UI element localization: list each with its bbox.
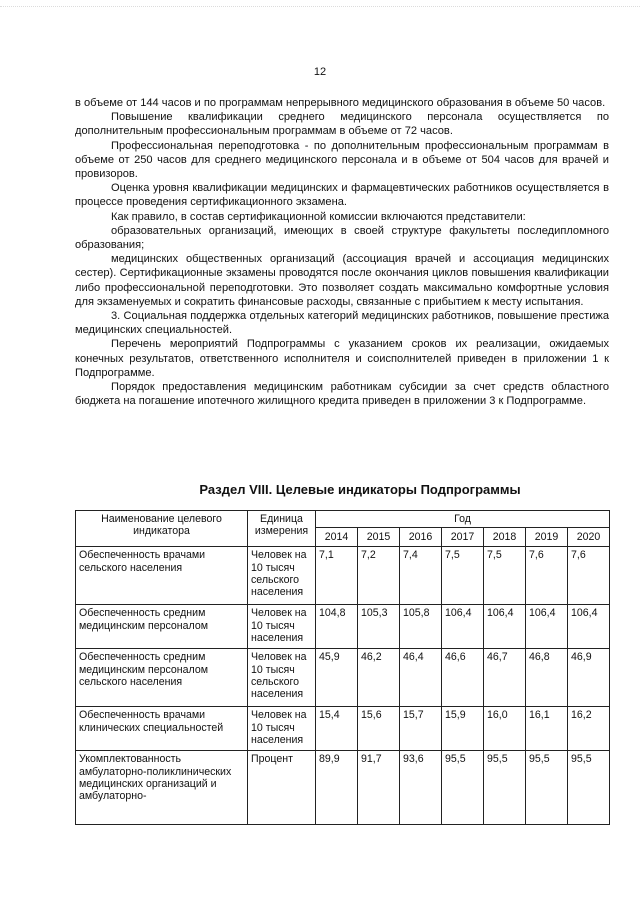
year-cell: 2019 — [526, 528, 568, 547]
paragraph: Порядок предоставления медицинским работникам субсидии за счет средств областного бюджета на погашение ипотечного жилищного кредита приведен в приложении 3 к Подпрограмме. — [75, 381, 609, 408]
indicator-unit: Человек на 10 тысяч сельского населения — [248, 649, 316, 707]
year-cell: 2015 — [358, 528, 400, 547]
indicator-value: 7,1 — [316, 547, 358, 605]
paragraph: в объеме от 144 часов и по программам непрерывного медицинского образования в объеме 50 часов. — [75, 97, 606, 109]
body-text — [75, 96, 609, 408]
year-cell: 2018 — [484, 528, 526, 547]
indicator-value: 15,4 — [316, 707, 358, 751]
indicator-value: 16,1 — [526, 707, 568, 751]
table-row — [76, 649, 610, 707]
indicator-value: 15,9 — [442, 707, 484, 751]
indicator-name: Обеспеченность средним медицинским персоналом сельского населения — [76, 649, 248, 707]
year-cell: 2017 — [442, 528, 484, 547]
indicator-name: Укомплектованность амбулаторно-поликлинических медицинских организаций и амбулаторно- — [76, 751, 248, 825]
indicator-unit: Человек на 10 тысяч населения — [248, 707, 316, 751]
paragraph: медицинских общественных организаций (ассоциация врачей и ассоциация медицинских сестер). Сертификационные экзамены проводятся после окончания циклов повышения квалификации либо профессиональной переподготовки. Это позволяет создать максимально комфортные условия для экзаменуемых и сократить финансовые расходы, связанные с прибытием к месту испытания. — [75, 253, 609, 308]
paragraph: 3. Социальная поддержка отдельных категорий медицинских работников, повышение престижа медицинских специальностей. — [75, 310, 609, 337]
indicator-value: 16,0 — [484, 707, 526, 751]
paragraph: Как правило, в состав сертификационной комиссии включаются представители: — [111, 210, 526, 223]
indicator-value: 95,5 — [442, 751, 484, 825]
paragraph: Повышение квалификации среднего медицинского персонала осуществляется по дополнительным профессиональным программам в объеме от 72 часов. — [75, 111, 609, 138]
paragraph: Профессиональная переподготовка - по дополнительным профессиональным программам в объеме от 250 часов для среднего медицинского персонала и в объеме от 504 часов для врачей и провизоров. — [75, 139, 609, 181]
section-title: Раздел VIII. Целевые индикаторы Подпрограммы — [199, 482, 521, 497]
indicator-name: Обеспеченность врачами сельского населения — [76, 547, 248, 605]
indicator-value: 15,6 — [358, 707, 400, 751]
indicator-value: 89,9 — [316, 751, 358, 825]
indicator-unit: Процент — [248, 751, 316, 825]
indicator-value: 45,9 — [316, 649, 358, 707]
indicator-value: 7,6 — [526, 547, 568, 605]
paragraph: образовательных организаций, имеющих в своей структуре факультеты последипломного образования; — [75, 224, 609, 252]
indicator-value: 95,5 — [568, 751, 610, 825]
indicator-value: 91,7 — [358, 751, 400, 825]
indicator-value: 15,7 — [400, 707, 442, 751]
year-cell: 2016 — [400, 528, 442, 547]
table-row — [76, 751, 610, 825]
indicator-unit: Человек на 10 тысяч населения — [248, 605, 316, 649]
table-row — [76, 547, 610, 605]
header-year: Год — [316, 511, 610, 528]
indicator-value: 7,4 — [400, 547, 442, 605]
indicator-value: 95,5 — [526, 751, 568, 825]
indicator-value: 7,5 — [442, 547, 484, 605]
indicator-value: 46,4 — [400, 649, 442, 707]
table-header-row — [76, 511, 610, 528]
scan-artifact — [0, 6, 640, 11]
indicator-value: 16,2 — [568, 707, 610, 751]
table-row — [76, 707, 610, 751]
header-unit: Единица измерения — [248, 511, 316, 547]
indicator-name: Обеспеченность врачами клинических специальностей — [76, 707, 248, 751]
indicator-value: 106,4 — [484, 605, 526, 649]
indicator-unit: Человек на 10 тысяч сельского населения — [248, 547, 316, 605]
indicator-value: 105,3 — [358, 605, 400, 649]
indicator-name: Обеспеченность средним медицинским персоналом — [76, 605, 248, 649]
indicators-table — [75, 510, 610, 825]
indicator-value: 106,4 — [526, 605, 568, 649]
indicator-value: 46,2 — [358, 649, 400, 707]
page-number: 12 — [313, 66, 327, 78]
indicator-value: 105,8 — [400, 605, 442, 649]
indicator-value: 104,8 — [316, 605, 358, 649]
indicator-value: 95,5 — [484, 751, 526, 825]
paragraph: Оценка уровня квалификации медицинских и фармацевтических работников осуществляется в процессе проведения сертификационного экзамена. — [75, 182, 609, 209]
indicator-value: 46,7 — [484, 649, 526, 707]
paragraph: Перечень мероприятий Подпрограммы с указанием сроков их реализации, ожидаемых конечных результатов, ответственного исполнителя и соисполнителей приведен в приложении 1 к Подпрограмме. — [75, 338, 609, 379]
indicator-value: 7,6 — [568, 547, 610, 605]
indicator-value: 7,5 — [484, 547, 526, 605]
indicator-value: 106,4 — [568, 605, 610, 649]
indicator-value: 106,4 — [442, 605, 484, 649]
indicator-value: 46,8 — [526, 649, 568, 707]
year-cell: 2014 — [316, 528, 358, 547]
indicator-value: 46,6 — [442, 649, 484, 707]
indicator-value: 7,2 — [358, 547, 400, 605]
table-row — [76, 605, 610, 649]
indicator-value: 93,6 — [400, 751, 442, 825]
year-cell: 2020 — [568, 528, 610, 547]
indicator-value: 46,9 — [568, 649, 610, 707]
header-indicator-name: Наименование целевого индикатора — [76, 511, 248, 547]
